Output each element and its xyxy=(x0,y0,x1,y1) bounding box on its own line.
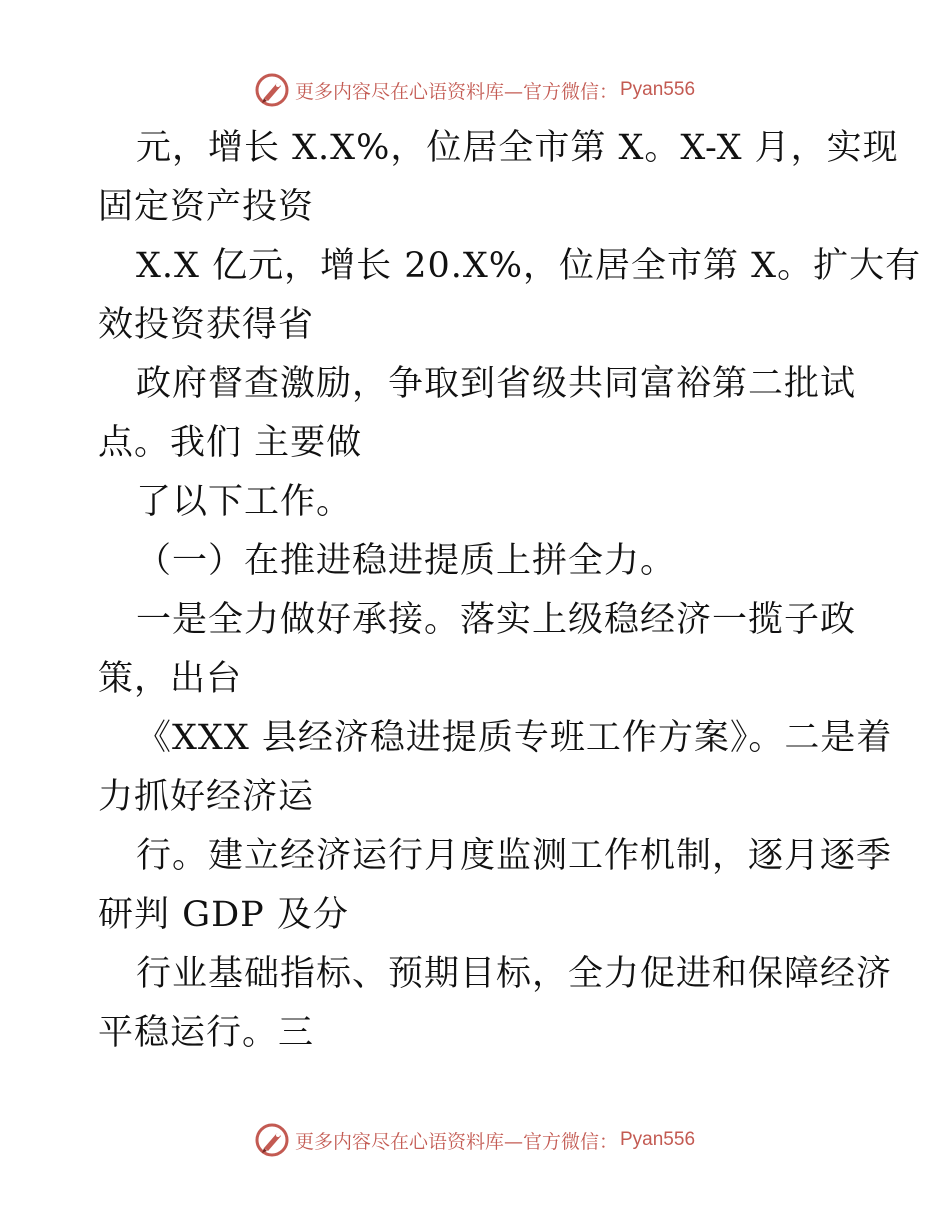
text-line: 《XXX 县经济稳进提质专班工作方案》。二是着 xyxy=(136,718,893,758)
text-line: 一是全力做好承接。落实上级稳经济一揽子政 xyxy=(136,600,857,640)
text-line: 力抓好经济运 xyxy=(98,777,315,817)
text-line: 效投资获得省 xyxy=(98,305,315,345)
text-line: 平稳运行。三 xyxy=(98,1013,315,1053)
pen-logo-icon xyxy=(255,73,289,107)
watermark-text: 更多内容尽在心语资料库—官方微信： xyxy=(294,1130,618,1153)
footer-watermark xyxy=(0,1120,950,1160)
text-line: 策，出台 xyxy=(98,659,243,699)
watermark-text: 更多内容尽在心语资料库—官方微信： xyxy=(294,80,618,103)
text-line: 行。建立经济运行月度监测工作机制，逐月逐季 xyxy=(136,836,893,876)
text-line: 研判 GDP 及分 xyxy=(98,895,349,935)
text-line: 点。我们 主要做 xyxy=(98,423,363,463)
text-line: 固定资产投资 xyxy=(98,187,315,227)
watermark-id: Pyan556 xyxy=(620,1129,696,1150)
text-line: X.X 亿元，增长 20.X%，位居全市第 X。扩大有 xyxy=(136,246,922,286)
watermark-id: Pyan556 xyxy=(620,79,696,100)
text-line: 政府督查激励，争取到省级共同富裕第二批试 xyxy=(136,364,857,404)
text-line: 元，增长 X.X%，位居全市第 X。X-X 月，实现 xyxy=(136,128,899,168)
document-body xyxy=(98,120,922,1064)
pen-logo-icon xyxy=(255,1123,289,1157)
header-watermark xyxy=(0,70,950,110)
section-heading: （一）在推进稳进提质上拼全力。 xyxy=(136,541,677,581)
text-line: 了以下工作。 xyxy=(136,482,353,522)
text-line: 行业基础指标、预期目标，全力促进和保障经济 xyxy=(136,954,893,994)
